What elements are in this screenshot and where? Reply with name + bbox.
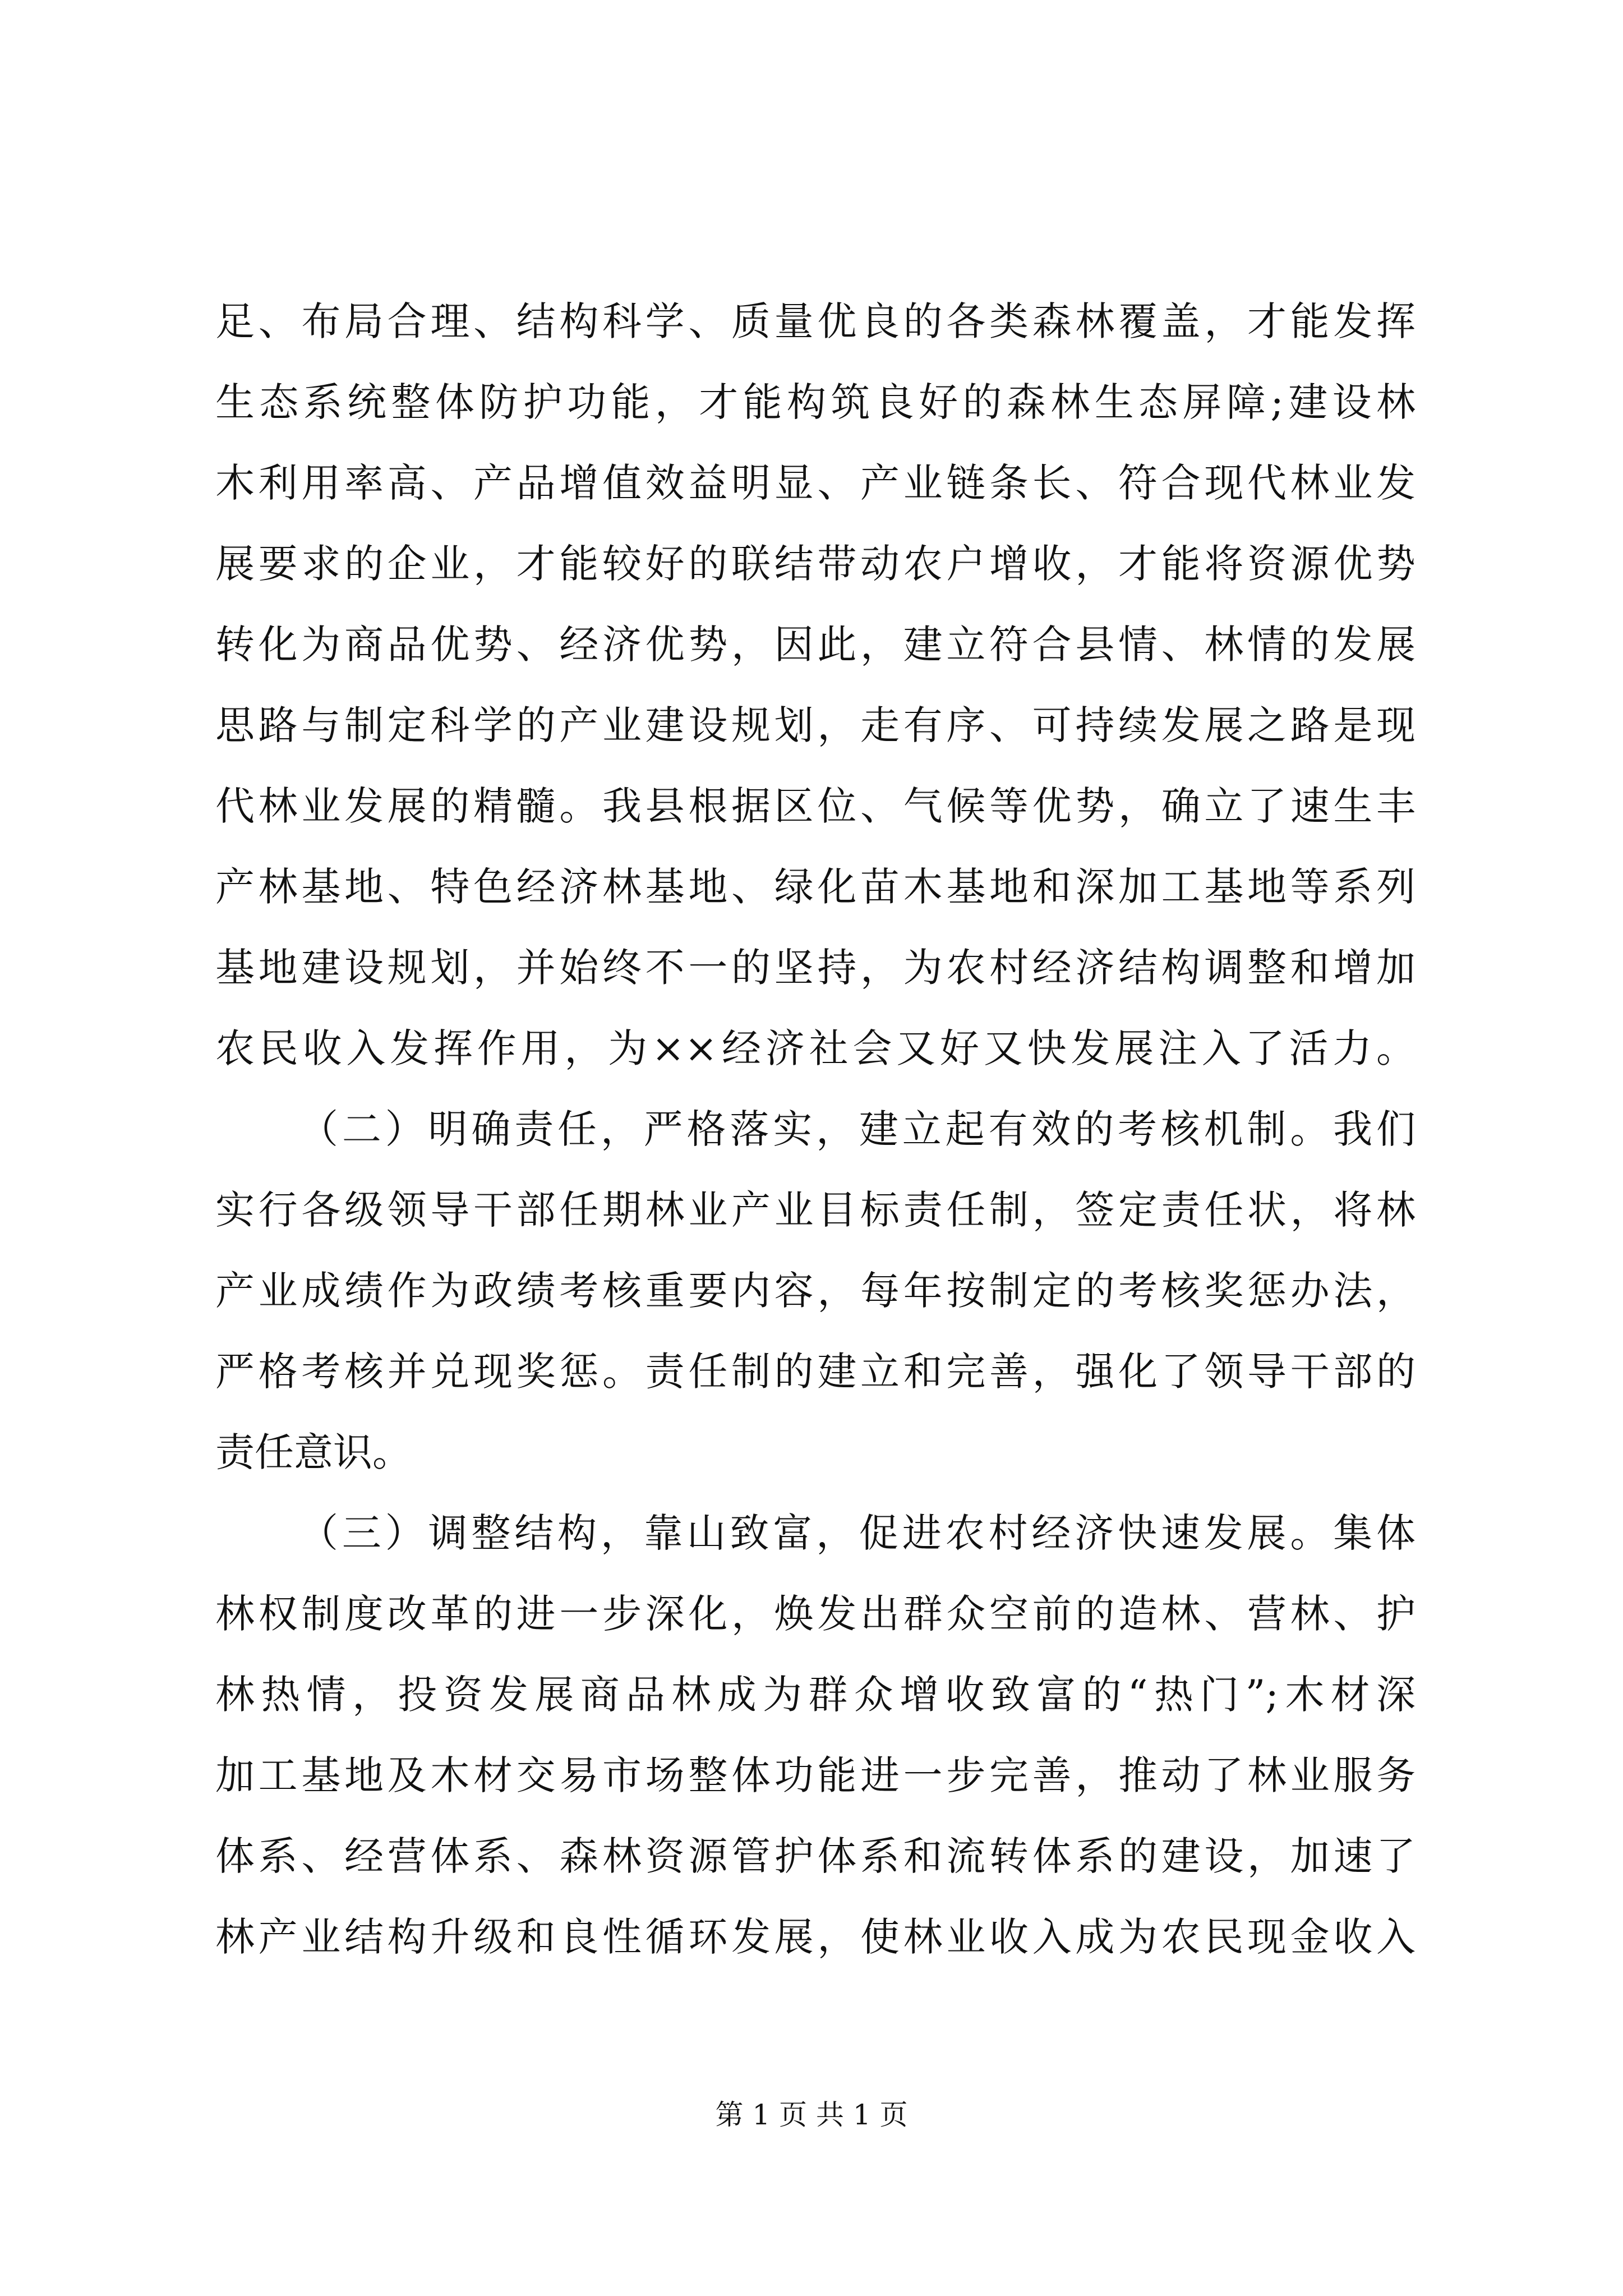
text-line: 思路与制定科学的产业建设规划，走有序、可持续发展之路是现 [215, 702, 1415, 748]
text-line: 足、布局合理、结构科学、质量优良的各类森林覆盖，才能发挥 [215, 298, 1415, 344]
text-line: 农民收入发挥作用，为××经济社会又好又快发展注入了活力。 [215, 1025, 1415, 1071]
text-line: 加工基地及木材交易市场整体功能进一步完善，推动了林业服务 [215, 1752, 1415, 1798]
text-line: 产林基地、特色经济林基地、绿化苗木基地和深加工基地等系列 [215, 864, 1415, 910]
text-line: 基地建设规划，并始终不一的坚持，为农村经济结构调整和增加 [215, 945, 1415, 991]
paragraph-last-line: 责任意识。 [215, 1429, 412, 1475]
page-number-footer: 第 1 页 共 1 页 [715, 2099, 908, 2131]
text-line: 转化为商品优势、经济优势，因此，建立符合县情、林情的发展 [215, 622, 1415, 668]
text-line: 林产业结构升级和良性循环发展，使林业收入成为农民现金收入 [215, 1914, 1415, 1960]
text-line: 林权制度改革的进一步深化，焕发出群众空前的造林、营林、护 [215, 1591, 1415, 1637]
text-line: 展要求的企业，才能较好的联结带动农户增收，才能将资源优势 [215, 541, 1415, 587]
paragraph-first-line: （三）调整结构，靠山致富，促进农村经济快速发展。集体 [299, 1510, 1415, 1556]
text-line: 林热情，投资发展商品林成为群众增收致富的“热门”;木材深 [215, 1672, 1415, 1718]
text-line: 产业成绩作为政绩考核重要内容，每年按制定的考核奖惩办法， [215, 1268, 1415, 1314]
text-line: 体系、经营体系、森林资源管护体系和流转体系的建设，加速了 [215, 1833, 1415, 1879]
text-line: 木利用率高、产品增值效益明显、产业链条长、符合现代林业发 [215, 460, 1415, 506]
paragraph-first-line: （二）明确责任，严格落实，建立起有效的考核机制。我们 [299, 1106, 1415, 1152]
text-line: 实行各级领导干部任期林业产业目标责任制，签定责任状，将林 [215, 1187, 1415, 1233]
text-line: 代林业发展的精髓。我县根据区位、气候等优势，确立了速生丰 [215, 783, 1415, 829]
text-line: 生态系统整体防护功能，才能构筑良好的森林生态屏障;建设林 [215, 379, 1415, 425]
text-line: 严格考核并兑现奖惩。责任制的建立和完善，强化了领导干部的 [215, 1349, 1415, 1395]
